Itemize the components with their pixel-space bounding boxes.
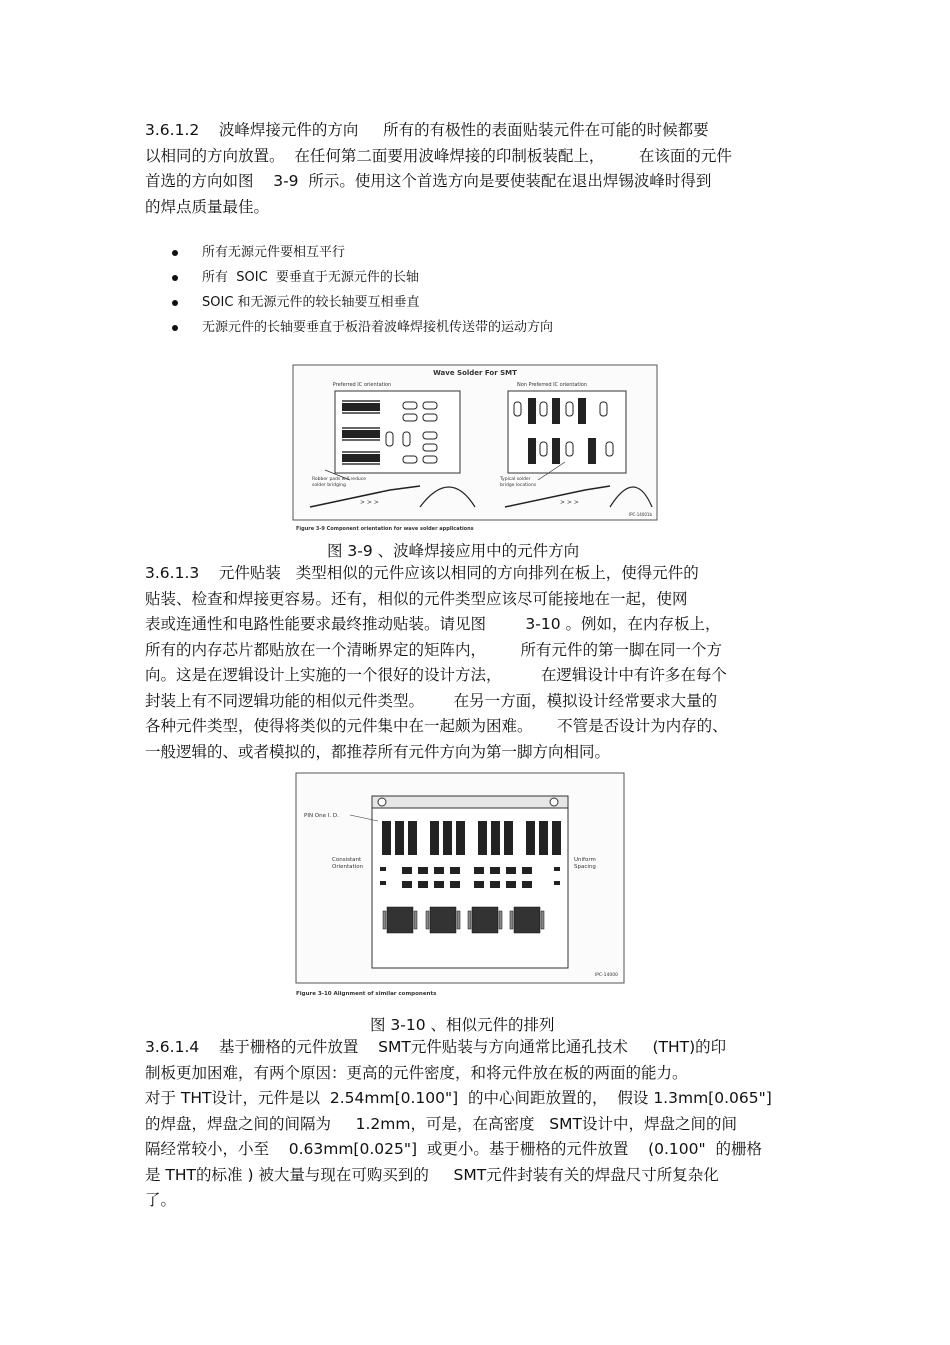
right-note-2: bridge locations — [500, 483, 537, 488]
direction-arrows: > > > — [360, 499, 379, 506]
figure-ref: IPC-14000 — [594, 973, 618, 978]
left-label-1: Consistant — [332, 857, 362, 863]
text-line: 隔经常较小，小至 0.63mm[0.025"] 或更小。基于栅格的元件放置 (0.100" 的栅格 — [145, 1140, 762, 1158]
section-3614-paragraph — [145, 1035, 815, 1214]
text-line: 封装上有不同逻辑功能的相似元件类型。 在另一方面，模拟设计经常要求大量的 — [145, 691, 718, 710]
text-line: 是 THT的标准 ) 被大量与现在可购买到的 SMT元件封装有关的焊盘尺寸所复杂化 — [145, 1165, 719, 1184]
bullet-dot-icon — [172, 300, 178, 306]
figure-note: Figure 3-9 Component orientation for wave solder applications — [296, 526, 474, 532]
section-3612-paragraph — [145, 118, 815, 220]
figure-note: Figure 3-10 Alignment of similar components — [296, 991, 437, 997]
bullet-item — [170, 240, 553, 265]
left-note-2: solder bridging — [312, 483, 346, 488]
figure-ref: IPC-14001b — [628, 512, 652, 517]
left-panel-label: Preferred IC orientation — [332, 382, 392, 388]
text-line: 一般逻辑的、或者模拟的，都推荐所有元件方向为第一脚方向相同。 — [145, 742, 611, 761]
text-line: 3.6.1.2 波峰焊接元件的方向 所有的有极性的表面贴装元件在可能的时候都要 — [145, 121, 709, 139]
board-header-strip — [372, 796, 568, 808]
figure-3-10-component-alignment — [292, 771, 628, 999]
bullet-text: 无源元件的长轴要垂直于板沿着波峰焊接机传送带的运动方向 — [202, 320, 554, 335]
bullet-text: SOIC 和无源元件的较长轴要互相垂直 — [202, 295, 420, 310]
text-line: 的焊点质量最佳。 — [145, 197, 270, 216]
text-line: 对于 THT设计，元件是以 2.54mm[0.100"] 的中心间距放置的， 假设 1.3mm[0.065"] — [145, 1089, 772, 1107]
text-line: 3.6.1.3 元件贴装 类型相似的元件应该以相同的方向排列在板上，使得元件的 — [145, 564, 699, 582]
pin-one-label: PIN One I. D. — [304, 813, 339, 819]
right-note-1: Typical solder — [500, 477, 531, 482]
text-line: 向。这是在逻辑设计上实施的一个很好的设计方法， 在逻辑设计中有许多在每个 — [145, 666, 727, 684]
left-note-1: Robber pads will reduce — [312, 477, 367, 482]
bullet-text: 所有无源元件要相互平行 — [202, 245, 346, 260]
bullet-list — [170, 240, 553, 340]
bullet-item — [170, 315, 553, 340]
mounting-hole-icon — [550, 798, 558, 806]
text-line: 制板更加困难，有两个原因：更高的元件密度，和将元件放在板的两面的能力。 — [145, 1063, 688, 1082]
left-label-2: Orientation — [332, 864, 364, 870]
text-line: 各种元件类型，使得将类似的元件集中在一起颇为困难。 不管是否设计为内存的、 — [145, 717, 728, 735]
text-line: 了。 — [145, 1191, 177, 1209]
bullet-item — [170, 290, 553, 315]
text-line: 3.6.1.4 基于栅格的元件放置 SMT元件贴装与方向通常比通孔技术 (THT)的印 — [145, 1038, 727, 1056]
text-line: 以相同的方向放置。 在任何第二面要用波峰焊接的印制板装配上， 在该面的元件 — [145, 146, 732, 165]
bullet-text: 所有 SOIC 要垂直于无源元件的长轴 — [202, 270, 419, 285]
right-label-1: Uniform — [574, 857, 596, 863]
bullet-dot-icon — [172, 325, 178, 331]
figure-title: Wave Solder For SMT — [433, 369, 517, 377]
bullet-dot-icon — [172, 250, 178, 256]
text-line: 贴装、检查和焊接更容易。还有，相似的元件类型应该尽可能接地在一起，使网 — [145, 589, 688, 608]
text-line: 首选的方向如图 3-9 所示。使用这个首选方向是要使装配在退出焊锡波峰时得到 — [145, 172, 712, 190]
left-soic-group — [342, 400, 380, 465]
right-panel-label: Non Preferred IC orientation — [516, 382, 588, 388]
text-line: 表或连通性和电路性能要求最终推动贴装。请见图 3-10 。例如，在内存板上， — [145, 615, 721, 633]
mounting-hole-icon — [378, 798, 386, 806]
text-line: 所有的内存芯片都贴放在一个清晰界定的矩阵内， 所有元件的第一脚在同一个方 — [145, 640, 722, 659]
figure-3-9-caption: 图 3-9 、波峰焊接应用中的元件方向 — [327, 542, 580, 560]
bullet-item — [170, 265, 553, 290]
direction-arrows: > > > — [560, 499, 579, 506]
text-line: 的焊盘，焊盘之间的间隔为 1.2mm，可是，在高密度 SMT设计中，焊盘之间的间 — [145, 1114, 737, 1133]
figure-3-10-caption: 图 3-10 、相似元件的排列 — [370, 1016, 555, 1034]
bullet-dot-icon — [172, 275, 178, 281]
section-3613-paragraph — [145, 561, 815, 765]
right-label-2: Spacing — [574, 864, 596, 870]
figure-3-9-wave-solder-diagram — [290, 362, 660, 534]
